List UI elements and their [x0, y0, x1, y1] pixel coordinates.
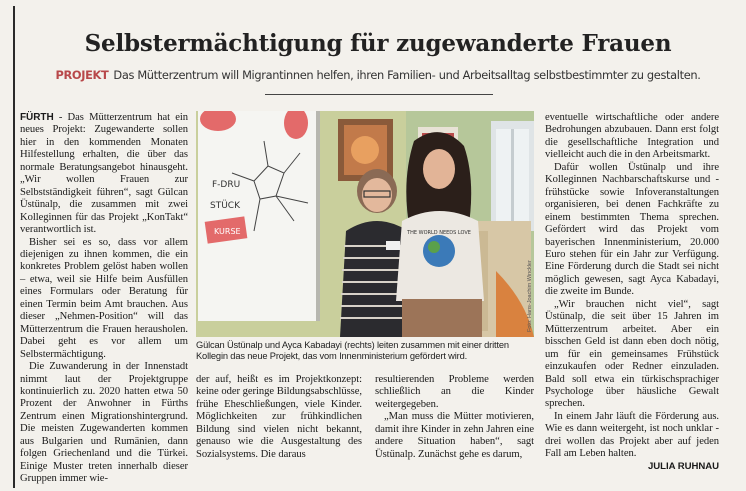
paragraph: FÜRTH - Das Mütterzentrum hat ein neues Projekt: Zugewanderte sollen hier in den kommenden Monaten Hilfestellung erhalten, die über das normale Beratungsangebot hinausgeht. „Wir wollen Frauen zur Selbstständigkeit führen“, sagt Gülcan Üstünalp, die zusammen mit zwei Kolleginnen für das Projekt „KonTakt“ verantwortlich ist.: [20, 112, 188, 236]
paragraph: „Wir brauchen nicht viel“, sagt Üstünalp, die seit über 15 Jahren im Mütterzentrum arbeitet. Aber ein bisschen Geld ist dann eben doch nötig, um für ein gemeinsames Frühstück einzukaufen oder Redner einzuladen. Bald soll etwa ein türkischsprachiger Psychologe über häusliche Gewalt sprechen.: [545, 298, 719, 410]
paragraph: Die Zuwanderung in der Innenstadt nimmt laut der Projektgruppe kontinuierlich zu. 2020 hatten etwa 50 Prozent der Anwohner in Fürths Zentrum einen Migrationshintergrund. Die meisten Zugewanderten kommen aus Bulgarien und Rumänien, dann folgen Griechenland und die Türkei. Einige Muster treten innerhalb dieser Gruppen immer wie-: [20, 361, 188, 485]
photo-illustration: [196, 111, 534, 337]
paragraph: eventuelle wirtschaftliche oder andere Bedrohungen abzubauen. Dann erst folgt die gesellschaftliche Integration und vielleicht auch die in den Arbeitsmarkt.: [545, 112, 719, 161]
paragraph: der auf, heißt es im Projektkonzept: keine oder geringe Bildungsabschlüsse, frühe Eheschließungen, viele Kinder. Möglichkeiten zur frühkindlichen Bildung sind vielen nicht bekannt, genauso wie die Ausgestaltung des Sozialsystems. Die daraus: [196, 374, 362, 460]
flipchart-text-3: KURSE: [214, 227, 241, 236]
article-author: JULIA RUHNAU: [648, 460, 719, 472]
flipchart-text-1: F-DRU: [212, 180, 241, 190]
article-subline: [18, 68, 738, 82]
shirt-text: THE WORLD NEEDS LOVE: [407, 230, 471, 236]
subline-rule: [265, 94, 493, 95]
article-photo: [196, 111, 534, 337]
paragraph: Dafür wollen Üstünalp und ihre Kolleginnen Nachbarschaftskurse und -frühstücke sowie Infoveranstaltungen organisieren, bei denen Fachkräfte zu einem bestimmten Thema sprechen. Gefördert wird das Projekt vom bayerischen Innenministerium, 20.000 Euro stehen für ein Jahr zur Verfügung. Eine Förderung durch die Stadt sei nicht möglich gewesen, sagt Ayca Kabadayi, die zweite im Bunde.: [545, 161, 719, 298]
article-column-2: [196, 374, 362, 461]
article-column-4: [545, 112, 719, 473]
page-left-rule: [13, 6, 15, 488]
article-column-1: [20, 112, 188, 486]
photo-caption: Gülcan Üstünalp und Ayca Kabadayi (rechts) leiten zusammen mit einer dritten Kollegin das neue Projekt, das vom Innenministerium gefördert wird.: [196, 340, 509, 362]
paragraph: resultierenden Probleme werden schließlich an die Kinder weitergegeben.: [375, 374, 534, 410]
paragraph: In einem Jahr läuft die Förderung aus. Wie es dann weitergeht, ist noch unklar - drei wollen das Projekt aber auf jeden Fall am Leben halten.: [545, 410, 719, 460]
flipchart-text-2: STÜCK: [210, 201, 240, 211]
dateline: FÜRTH: [20, 112, 54, 123]
photo-credit: Foto: Hans-Joachim Winckler: [527, 260, 533, 332]
paragraph: „Man muss die Mütter motivieren, damit ihre Kinder in zehn Jahren eine andere Situation haben“, sagt Üstünalp. Zunächst gehe es darum,: [375, 411, 534, 460]
article-column-3: [375, 374, 534, 461]
article-headline: Selbstermächtigung für zugewanderte Frauen: [84, 30, 672, 57]
article-kicker: PROJEKT: [55, 68, 109, 82]
article-subline-text: Das Mütterzentrum will Migrantinnen helfen, ihren Familien- und Arbeitsalltag selbstbestimmter zu gestalten.: [113, 68, 701, 82]
paragraph: Bisher sei es so, dass vor allem diejenigen zu ihnen kommen, die ein konkretes Problem gelöst haben wollen – etwa, weil sie Hilfe beim Ausfüllen eines Formulars oder Beratung für einen Termin beim Amt brauchen. Aus dieser „Nehmen-Position“ will das Mütterzentrum die Frauen herausholen. Dabei geht es vor allem um Selbstermächtigung.: [20, 236, 188, 360]
